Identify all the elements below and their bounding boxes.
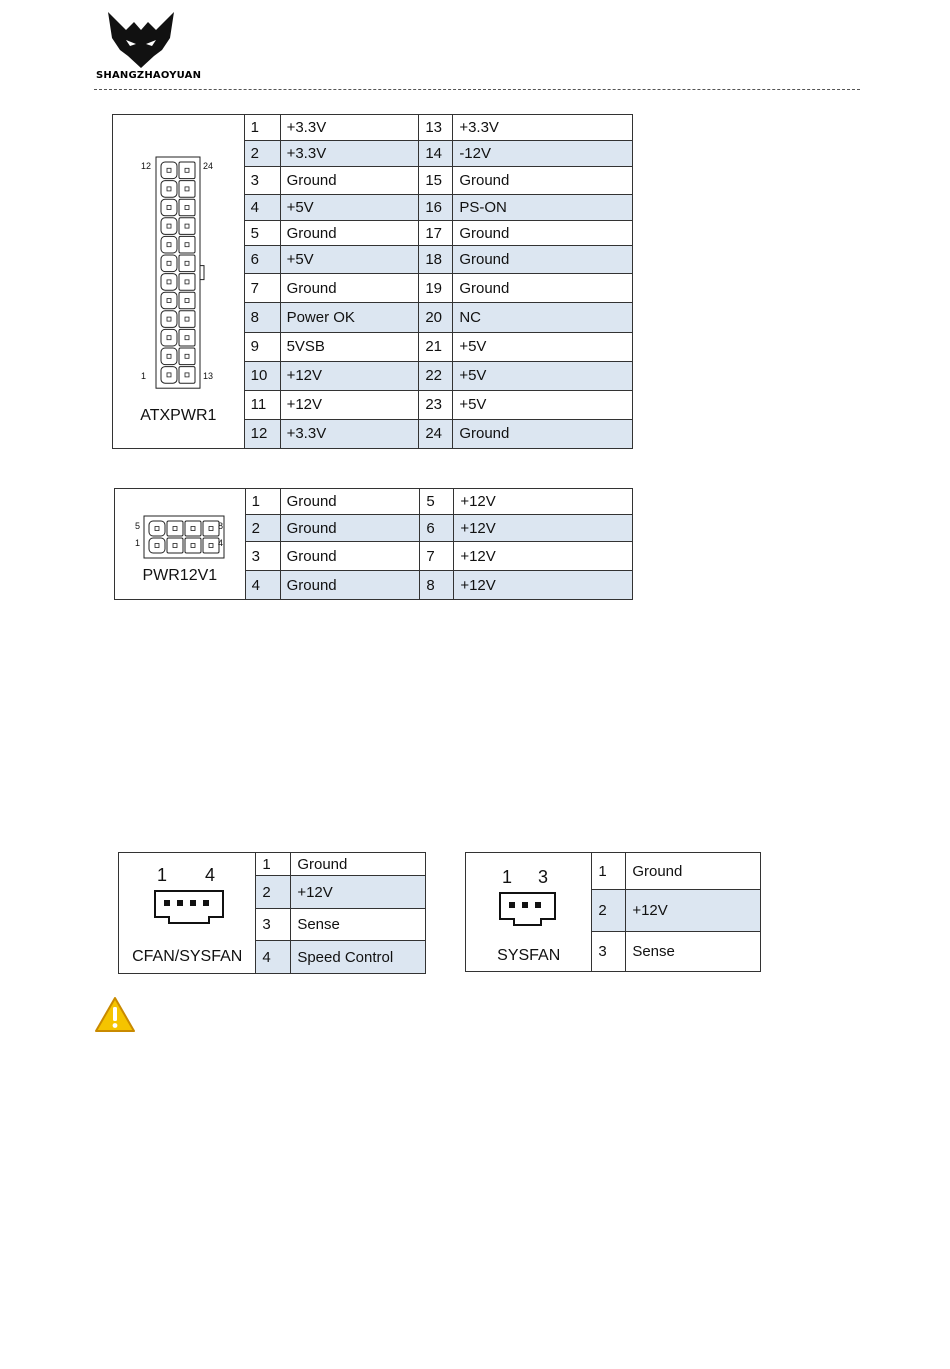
pin-number: 23 xyxy=(419,390,453,419)
cfan-diagram-pin-number: 4 xyxy=(205,865,216,885)
pin-number: 2 xyxy=(245,515,280,542)
pin-number: 13 xyxy=(419,115,453,141)
brand-name: SHANGZHAOYUAN xyxy=(96,70,202,81)
pin-signal: NC xyxy=(453,303,633,332)
pin-signal: Ground xyxy=(453,221,633,246)
pin-number: 6 xyxy=(244,246,280,274)
cfan-diagram-pin-number: 1 xyxy=(157,865,168,885)
pin-number: 2 xyxy=(244,141,280,167)
atx-diagram-pin-number: 13 xyxy=(203,371,214,381)
warning-triangle-icon xyxy=(94,996,136,1034)
pin-signal: Sense xyxy=(291,909,426,941)
pin-number: 1 xyxy=(244,115,280,141)
pin-number: 4 xyxy=(245,571,280,600)
pin-number: 3 xyxy=(256,909,291,941)
pin-signal: Ground xyxy=(453,167,633,195)
pin-signal: Ground xyxy=(280,515,420,542)
pin-number: 11 xyxy=(244,390,280,419)
pin-signal: Ground xyxy=(453,274,633,303)
pin-signal: Ground xyxy=(453,246,633,274)
pin-signal: +3.3V xyxy=(280,141,419,167)
atx-diagram-pin-number: 24 xyxy=(203,161,214,171)
pin-signal: Sense xyxy=(626,932,761,972)
cfan-pin-table xyxy=(118,852,426,974)
pin-number: 8 xyxy=(420,571,454,600)
pin-signal: +3.3V xyxy=(453,115,633,141)
pin-number: 1 xyxy=(592,853,626,890)
atx-connector-label: ATXPWR1 xyxy=(140,407,217,424)
pin-number: 2 xyxy=(256,876,291,909)
pin-number: 7 xyxy=(244,274,280,303)
pwr12-diagram-pin-number: 4 xyxy=(218,538,224,548)
pwr12-diagram-pin-number: 5 xyxy=(135,521,141,531)
pin-signal: +3.3V xyxy=(280,419,419,448)
sysfan-diagram xyxy=(498,891,557,935)
cfan-connector-label: CFAN/SYSFAN xyxy=(132,948,243,965)
pin-signal: +12V xyxy=(626,890,761,932)
pin-number: 4 xyxy=(256,941,291,974)
pin-signal: +12V xyxy=(454,542,633,571)
pin-number: 5 xyxy=(420,489,454,515)
cfan-fan-connector-icon xyxy=(153,889,225,929)
pwr12-diagram-pin-number: 8 xyxy=(218,521,224,531)
pin-signal: 5VSB xyxy=(280,332,419,361)
cpu-power-pin-table xyxy=(114,488,633,600)
pin-signal: +5V xyxy=(453,332,633,361)
pin-number: 4 xyxy=(244,195,280,221)
pin-number: 20 xyxy=(419,303,453,332)
pin-signal: Ground xyxy=(280,542,420,571)
header-divider xyxy=(94,89,860,90)
pin-signal: +12V xyxy=(454,515,633,542)
pin-signal: -12V xyxy=(453,141,633,167)
pin-signal: Ground xyxy=(280,274,419,303)
cfan-connector-cell xyxy=(119,853,256,974)
pin-signal: +12V xyxy=(454,571,633,600)
pin-number: 1 xyxy=(256,853,291,876)
pin-number: 8 xyxy=(244,303,280,332)
pin-signal: +5V xyxy=(280,246,419,274)
pin-number: 21 xyxy=(419,332,453,361)
pin-number: 1 xyxy=(245,489,280,515)
pwr12-connector-label: PWR12V1 xyxy=(142,567,218,584)
sysfan-diagram-pin-number: 3 xyxy=(538,867,549,887)
pin-number: 24 xyxy=(419,419,453,448)
pwr12-connector-cell xyxy=(115,489,246,600)
pin-signal: +12V xyxy=(280,361,419,390)
pin-number: 18 xyxy=(419,246,453,274)
pin-signal: Speed Control xyxy=(291,941,426,974)
pin-number: 22 xyxy=(419,361,453,390)
pin-signal: PS-ON xyxy=(453,195,633,221)
atx-diagram-pin-number: 12 xyxy=(141,161,152,171)
pin-number: 14 xyxy=(419,141,453,167)
pin-signal: +12V xyxy=(454,489,633,515)
pin-number: 7 xyxy=(420,542,454,571)
pin-signal: +5V xyxy=(280,195,419,221)
pwr12-diagram-pin-number: 1 xyxy=(135,538,141,548)
pin-number: 17 xyxy=(419,221,453,246)
table-row xyxy=(119,853,426,876)
table-row xyxy=(113,115,633,141)
sysfan-diagram-pin-number: 1 xyxy=(502,867,513,887)
sysfan-connector-cell xyxy=(466,853,592,972)
pin-signal: Ground xyxy=(291,853,426,876)
table-row xyxy=(115,489,633,515)
pin-number: 15 xyxy=(419,167,453,195)
pin-signal: Power OK xyxy=(280,303,419,332)
pin-number: 10 xyxy=(244,361,280,390)
sysfan-connector-label: SYSFAN xyxy=(497,947,561,964)
sysfan-fan-connector-icon xyxy=(498,891,557,931)
pin-number: 2 xyxy=(592,890,626,932)
atx-diagram xyxy=(141,155,215,394)
pin-number: 5 xyxy=(244,221,280,246)
pin-signal: +5V xyxy=(453,361,633,390)
pin-signal: Ground xyxy=(280,571,420,600)
pin-number: 12 xyxy=(244,419,280,448)
pin-number: 19 xyxy=(419,274,453,303)
atx-power-pin-table xyxy=(112,114,633,449)
pin-number: 6 xyxy=(420,515,454,542)
pin-signal: +12V xyxy=(280,390,419,419)
sysfan-pin-table xyxy=(465,852,761,972)
cfan-diagram xyxy=(153,889,225,933)
pin-signal: +12V xyxy=(291,876,426,909)
pin-number: 3 xyxy=(592,932,626,972)
pin-number: 3 xyxy=(244,167,280,195)
pin-number: 3 xyxy=(245,542,280,571)
pin-signal: +3.3V xyxy=(280,115,419,141)
pin-signal: Ground xyxy=(280,221,419,246)
pin-signal: Ground xyxy=(453,419,633,448)
atx-diagram-pin-number: 1 xyxy=(141,371,147,381)
pin-signal: Ground xyxy=(280,489,420,515)
pin-signal: Ground xyxy=(626,853,761,890)
table-row xyxy=(466,853,761,890)
pin-signal: +5V xyxy=(453,390,633,419)
pin-signal: Ground xyxy=(280,167,419,195)
atx-connector-diagram-icon xyxy=(141,155,215,390)
pin-number: 16 xyxy=(419,195,453,221)
atx-connector-cell xyxy=(113,115,245,449)
pin-number: 9 xyxy=(244,332,280,361)
